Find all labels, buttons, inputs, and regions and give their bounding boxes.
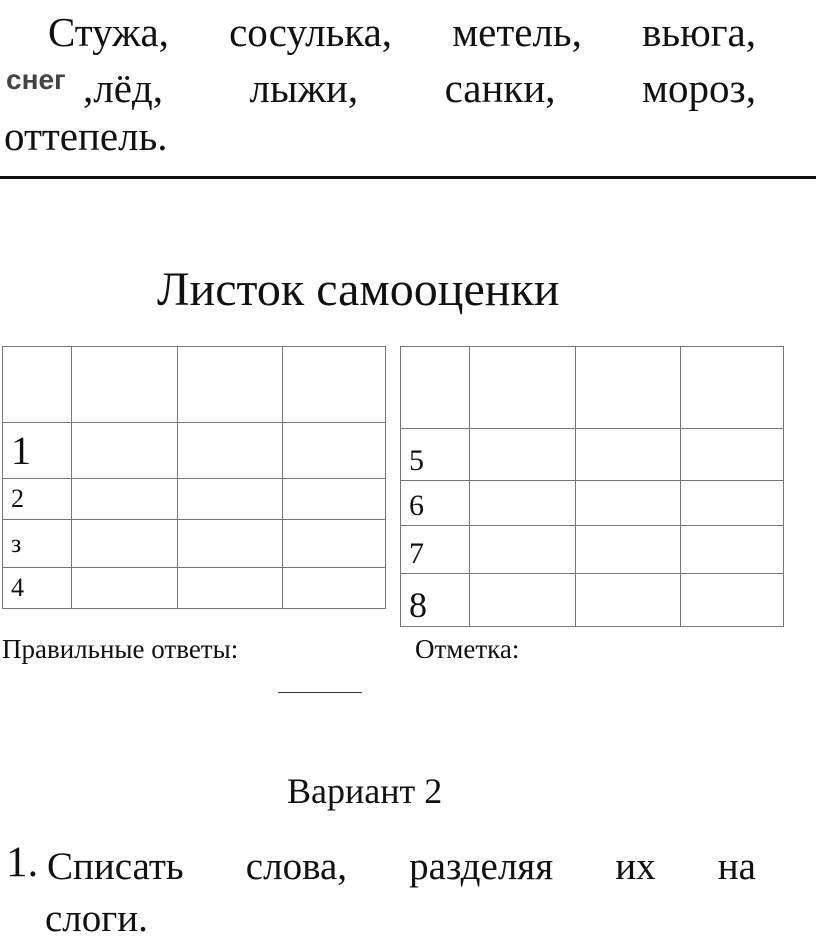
table-cell (470, 481, 576, 526)
row-number: 1 (3, 423, 72, 479)
task-word: разделяя (409, 845, 554, 888)
sheet-title: Листок самооценки (157, 263, 560, 316)
word-row-2 (83, 65, 756, 111)
task-word: слова, (245, 845, 348, 888)
table-cell (576, 347, 681, 429)
word: сосулька, (229, 9, 393, 55)
table-cell (72, 347, 178, 423)
task-word: их (615, 845, 656, 888)
table-cell (576, 574, 681, 627)
variant-title: Вариант 2 (287, 771, 443, 811)
task-word: на (717, 845, 756, 888)
table-cell (283, 568, 386, 609)
assessment-table-left (2, 346, 386, 609)
row-number: 4 (3, 568, 72, 609)
table-cell (3, 347, 72, 423)
table-cell (681, 481, 784, 526)
divider-line (0, 176, 816, 179)
table-cell (72, 568, 178, 609)
table-cell (470, 574, 576, 627)
table-cell (681, 574, 784, 627)
word: санки, (444, 65, 556, 111)
table-cell (576, 481, 681, 526)
table-cell (72, 423, 178, 479)
row-number: 8 (401, 574, 470, 627)
table-cell (72, 520, 178, 568)
table-cell (72, 479, 178, 520)
grade-label: Отметка: (415, 634, 520, 664)
row-number: 2 (3, 479, 72, 520)
table-cell (401, 347, 470, 429)
table-cell (178, 347, 283, 423)
answer-underline (278, 692, 362, 693)
table-cell (470, 347, 576, 429)
row-number: 7 (401, 526, 470, 574)
table-cell (576, 526, 681, 574)
table-cell (283, 423, 386, 479)
word-row-1 (48, 9, 756, 55)
correct-answers-label: Правильные ответы: (2, 634, 239, 664)
table-cell (283, 520, 386, 568)
assessment-table-right (400, 346, 784, 627)
table-cell (681, 347, 784, 429)
handwritten-word-snow: снег (6, 64, 66, 95)
task-number: 1. (6, 839, 39, 886)
row-number: з (3, 520, 72, 568)
task-line-1 (47, 844, 756, 889)
task-line-2: слоги. (45, 897, 148, 940)
task-word: Списать (47, 845, 184, 888)
word-row-3: оттепель. (4, 113, 168, 159)
word: лыжи, (249, 65, 359, 111)
word: вьюга, (642, 9, 756, 55)
table-cell (576, 429, 681, 481)
table-cell (178, 423, 283, 479)
word: ,лёд, (83, 65, 164, 111)
table-cell (178, 568, 283, 609)
table-cell (178, 479, 283, 520)
table-cell (283, 347, 386, 423)
word: мороз, (642, 65, 756, 111)
word: метель, (452, 9, 582, 55)
table-cell (178, 520, 283, 568)
word: Стужа, (48, 9, 169, 55)
table-cell (283, 479, 386, 520)
row-number: 5 (401, 429, 470, 481)
table-cell (681, 526, 784, 574)
table-cell (470, 526, 576, 574)
table-cell (470, 429, 576, 481)
row-number: 6 (401, 481, 470, 526)
table-cell (681, 429, 784, 481)
